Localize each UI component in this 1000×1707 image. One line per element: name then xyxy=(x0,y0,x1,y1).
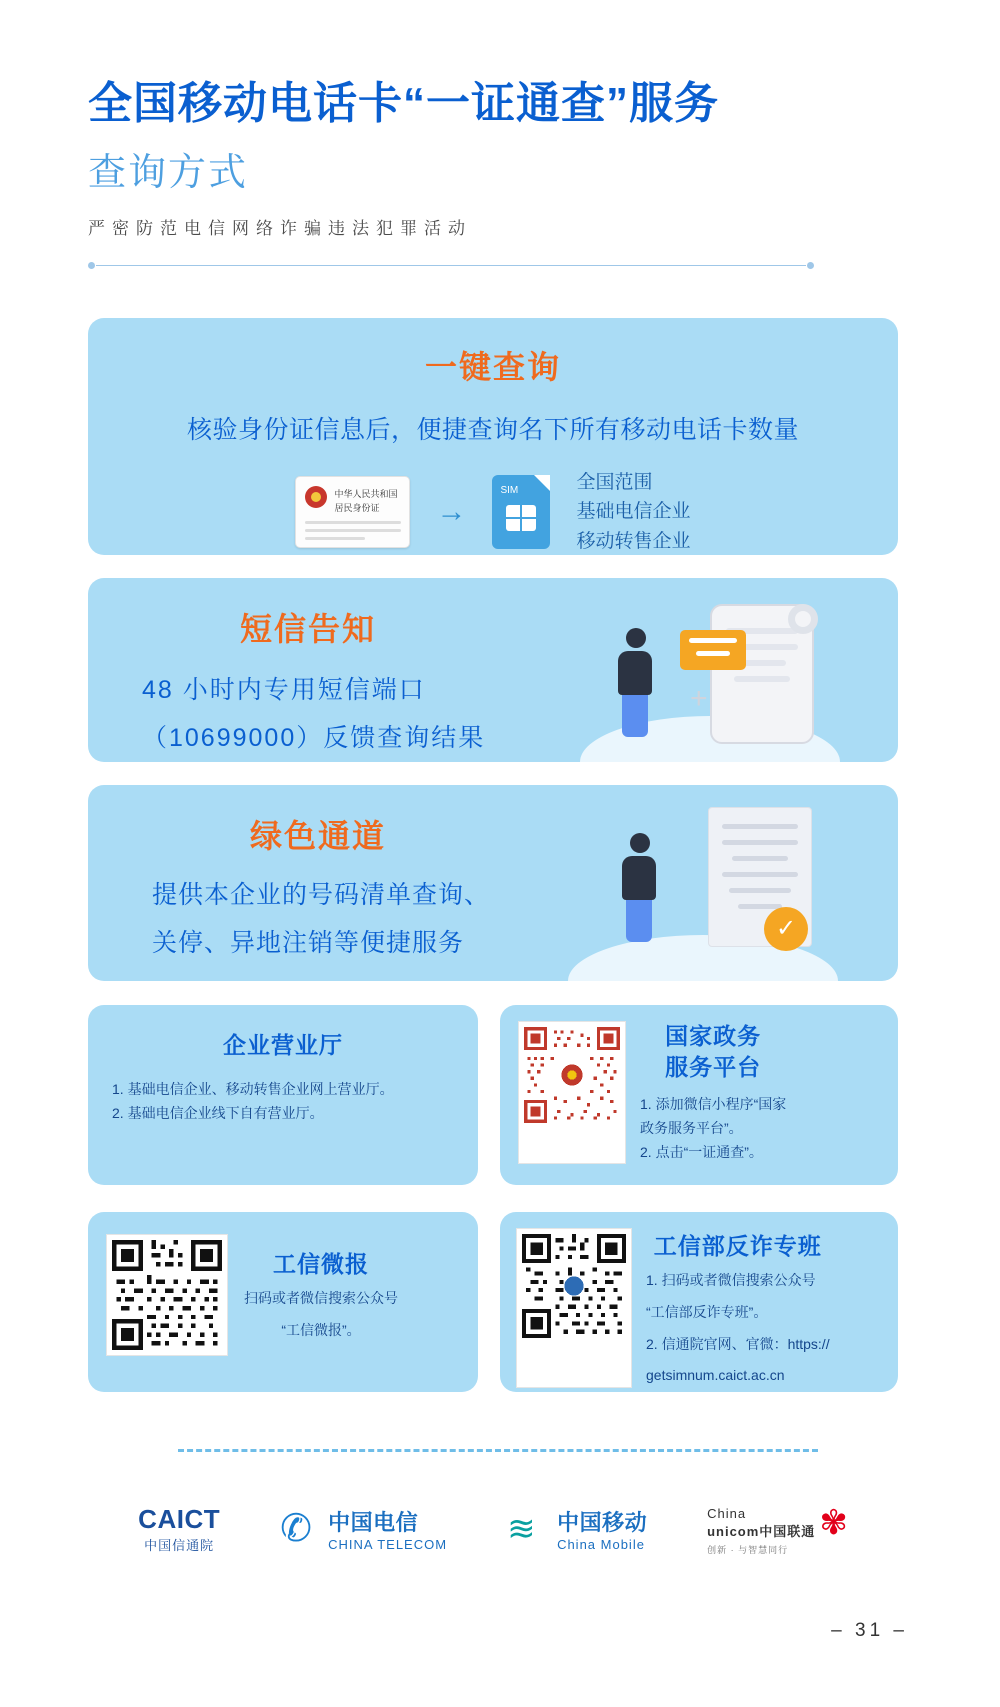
card-one-key-query xyxy=(88,318,898,555)
sim-card-icon xyxy=(492,475,550,549)
plus-icon: + xyxy=(690,682,708,715)
logo-china-mobile xyxy=(507,1506,647,1552)
card-one-key-query-title: 一键查询 xyxy=(424,349,561,385)
sms-illustration xyxy=(580,590,840,762)
sim-label: SIM xyxy=(500,485,519,497)
page-title: 全国移动电话卡“一证通查”服务 xyxy=(88,79,719,128)
telecom-name-cn: 中国电信 xyxy=(328,1510,419,1535)
miit-antifraud-qr-code[interactable] xyxy=(516,1228,632,1388)
miit-weibao-item-1: 扫码或者微信搜索公众号 xyxy=(244,1290,398,1306)
card-sms-notice-line2: （10699000）反馈查询结果 xyxy=(142,724,486,752)
green-channel-illustration xyxy=(568,797,838,981)
caict-name-en: CAICT xyxy=(138,1504,221,1534)
scope-line-2: 基础电信企业 xyxy=(576,501,691,523)
id-card-line2: 居民身份证 xyxy=(334,503,380,514)
card-green-channel-line1: 提供本企业的号码清单查询、 xyxy=(152,881,491,909)
card-green-channel-title: 绿色通道 xyxy=(250,818,387,854)
card-sms-notice-title: 短信告知 xyxy=(240,611,377,647)
card-miit-antifraud-title: 工信部反诈专班 xyxy=(653,1233,822,1259)
business-hall-item-2: 2. 基础电信企业线下自有营业厅。 xyxy=(112,1104,324,1121)
china-telecom-mark-icon: ✆ xyxy=(280,1508,312,1550)
scope-line-3: 移动转售企业 xyxy=(576,530,691,552)
card-miit-antifraud xyxy=(500,1212,898,1392)
miit-weibao-item-2: “工信微报”。 xyxy=(281,1321,361,1338)
card-green-channel xyxy=(88,785,898,981)
card-sms-notice-line1: 48 小时内专用短信端口 xyxy=(142,676,426,704)
gov-platform-item-2: 政务服务平台”。 xyxy=(640,1119,743,1136)
card-business-hall xyxy=(88,1005,478,1185)
page-number: – 31 – xyxy=(831,1620,908,1641)
miit-antifraud-item-1: 1. 扫码或者微信搜索公众号 xyxy=(646,1272,816,1288)
logo-china-unicom xyxy=(707,1503,848,1556)
business-hall-item-1: 1. 基础电信企业、移动转售企业网上营业厅。 xyxy=(112,1081,394,1097)
card-green-channel-line2: 关停、异地注销等便捷服务 xyxy=(152,929,465,957)
miit-antifraud-item-3: 2. 信通院官网、官微：https:// xyxy=(646,1335,830,1352)
national-emblem-icon xyxy=(305,486,327,508)
miit-weibao-qr-code[interactable] xyxy=(106,1234,228,1356)
id-card-line1: 中华人民共和国 xyxy=(334,489,398,500)
card-gov-platform-title xyxy=(640,1021,786,1083)
china-unicom-mark-icon: ✾ xyxy=(819,1503,848,1542)
id-card-icon xyxy=(295,476,410,548)
unicom-name: unicom中国联通 xyxy=(707,1523,816,1539)
card-miit-weibao-title: 工信微报 xyxy=(273,1251,369,1277)
message-bubble-icon xyxy=(680,630,746,670)
gov-platform-item-3: 2. 点击“一证通查”。 xyxy=(640,1143,763,1160)
telecom-name-en: CHINA TELECOM xyxy=(328,1537,448,1552)
gear-icon xyxy=(788,604,818,634)
gov-platform-title-line1: 国家政务 xyxy=(665,1023,762,1049)
person-illustration xyxy=(622,833,656,942)
arrow-right-icon: → xyxy=(436,495,467,529)
miit-antifraud-qr-svg xyxy=(522,1234,626,1338)
footer-logos xyxy=(88,1484,898,1574)
miit-antifraud-item-4: getsimnum.caict.ac.cn xyxy=(646,1367,785,1384)
check-circle-icon: ✓ xyxy=(764,907,808,951)
unicom-tagline: 创新 · 与智慧同行 xyxy=(707,1544,789,1555)
coverage-scope xyxy=(576,468,690,556)
mobile-name-en: China Mobile xyxy=(557,1537,645,1552)
divider xyxy=(88,261,814,271)
card-one-key-query-desc: 核验身份证信息后，便捷查询名下所有移动电话卡数量 xyxy=(186,416,799,444)
caict-name-cn: 中国信通院 xyxy=(144,1538,215,1553)
footer-divider xyxy=(178,1449,818,1452)
china-mobile-mark-icon: ≋ xyxy=(507,1510,536,1548)
gov-platform-qr-code[interactable] xyxy=(518,1021,626,1164)
card-miit-weibao xyxy=(88,1212,478,1392)
logo-caict xyxy=(138,1504,220,1554)
card-business-hall-title: 企业营业厅 xyxy=(223,1032,343,1058)
unicom-name-en-top: China xyxy=(707,1505,747,1521)
miit-weibao-qr-svg xyxy=(112,1240,222,1350)
header xyxy=(0,0,1000,271)
mobile-name-cn: 中国移动 xyxy=(557,1510,648,1535)
miit-antifraud-item-2: “工信部反诈专班”。 xyxy=(646,1303,768,1320)
gov-platform-qr-svg xyxy=(524,1027,620,1123)
gov-platform-title-line2: 服务平台 xyxy=(665,1054,762,1081)
card-gov-platform xyxy=(500,1005,898,1185)
gov-platform-item-1: 1. 添加微信小程序“国家 xyxy=(640,1096,787,1113)
logo-china-telecom xyxy=(280,1506,447,1552)
scope-line-1: 全国范围 xyxy=(576,472,653,493)
page-note: 严密防范电信网络诈骗违法犯罪活动 xyxy=(88,218,472,238)
person-illustration xyxy=(618,628,652,737)
card-sms-notice xyxy=(88,578,898,762)
page-subtitle: 查询方式 xyxy=(88,151,249,194)
